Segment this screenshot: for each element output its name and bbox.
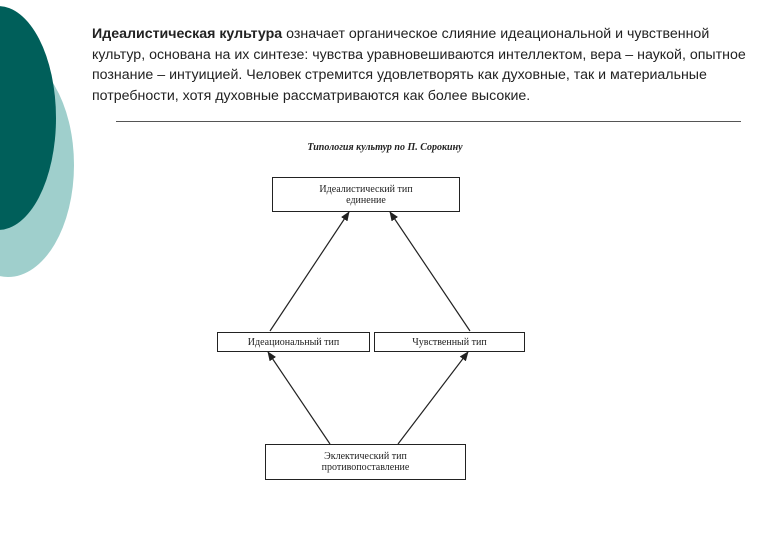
node-sensate-line1: Чувственный тип xyxy=(412,336,487,348)
paragraph-text: означает органическое слияние идеациональной и чувственной культур, основана на их синтезе: чувства уравновешиваются интеллектом, вера – наукой, опытное познание – интуицией. Человек стремится удовлетворять как духовные, так и материальные потребности, хотя духовные рассматриваются как более высокие. xyxy=(92,26,746,104)
arrow-idealistic-sensate xyxy=(390,212,470,331)
diagram-title: Типология культур по П. Сорокину xyxy=(307,142,463,153)
arrow-idealistic-ideational xyxy=(270,212,349,331)
paragraph-term: Идеалистическая культура xyxy=(92,26,283,42)
node-idealistic-line1: Идеалистический тип xyxy=(319,183,413,195)
node-idealistic-line2: единение xyxy=(346,194,386,206)
arrow-eclectic-sensate xyxy=(398,352,468,444)
node-eclectic-type xyxy=(265,444,466,480)
node-ideational-line1: Идеациональный тип xyxy=(247,336,340,348)
node-sensate-type xyxy=(374,332,525,352)
node-idealistic-type xyxy=(272,177,460,212)
arrow-eclectic-ideational xyxy=(268,352,330,444)
node-ideational-type xyxy=(217,332,370,352)
node-eclectic-line2: противопоставление xyxy=(321,462,410,473)
node-eclectic-line1: Эклектический тип xyxy=(324,451,407,462)
